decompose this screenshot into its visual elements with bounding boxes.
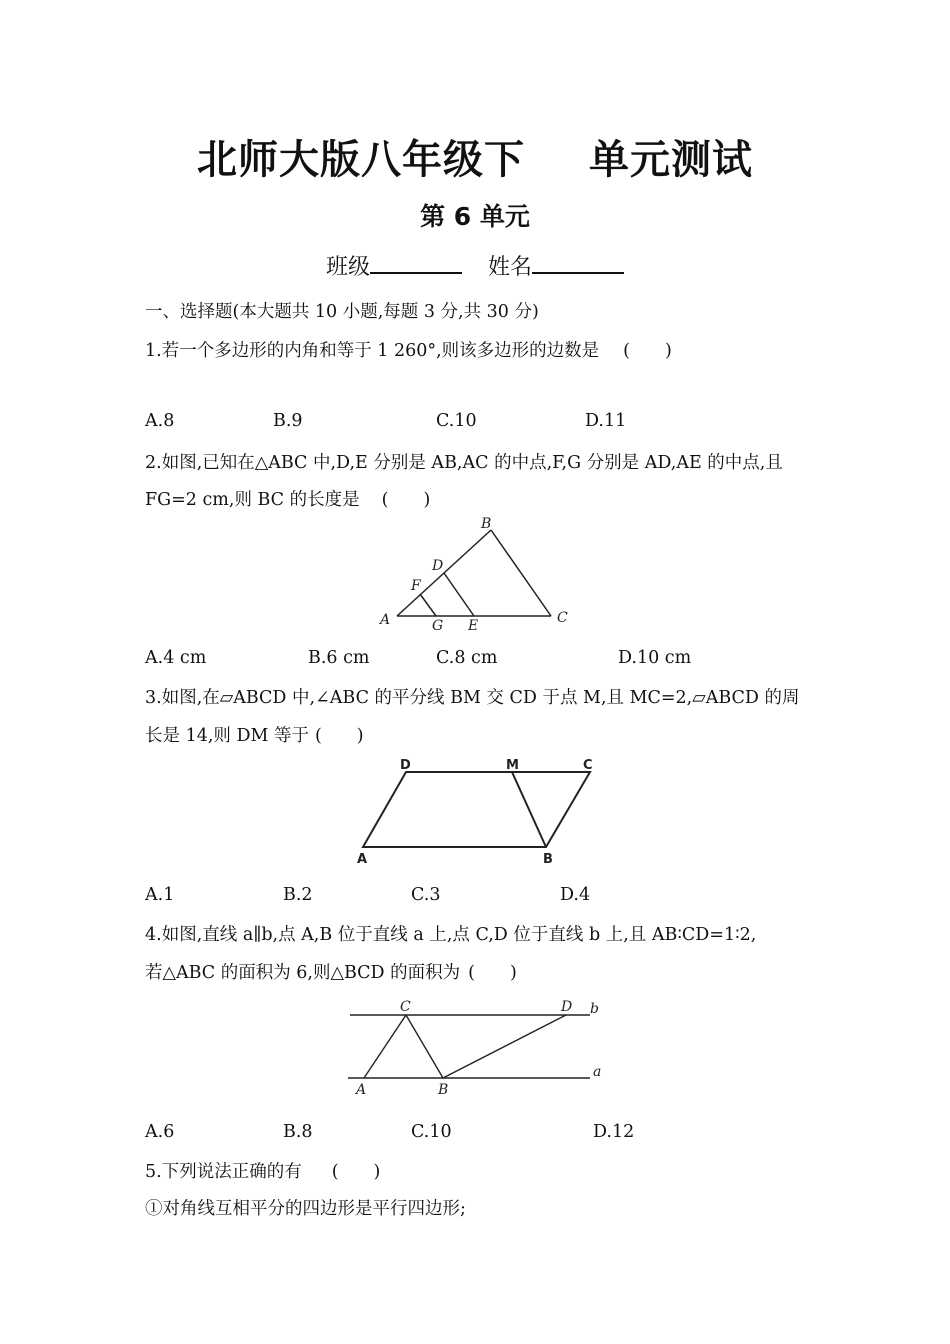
q3-line2: 长是 14,则 DM 等于 — [145, 726, 309, 746]
q4-option-b[interactable]: B.8 — [283, 1122, 313, 1142]
q4-line2: 若△ABC 的面积为 6,则△BCD 的面积为 — [145, 963, 461, 983]
label-c: C — [557, 610, 568, 626]
q5-paren: ( ) — [331, 1162, 381, 1182]
q2-option-c[interactable]: C.8 cm — [436, 648, 498, 668]
parallelogram-abcd — [363, 772, 590, 847]
segment-bm — [512, 772, 546, 847]
unit-subtitle: 第 6 单元 — [420, 202, 530, 231]
parallelogram-figure-q3 — [350, 755, 600, 867]
label-b: B — [543, 852, 553, 867]
label-d: D — [561, 999, 573, 1015]
segment-bd — [443, 1015, 566, 1078]
q3-option-a[interactable]: A.1 — [145, 885, 175, 905]
q3-option-d[interactable]: D.4 — [560, 885, 591, 905]
label-a: A — [380, 612, 391, 628]
q3-line1: 3.如图,在▱ABCD 中,∠ABC 的平分线 BM 交 CD 于点 M,且 MC=2,▱ABCD 的周 — [145, 688, 800, 708]
label-f: F — [411, 578, 421, 594]
label-a: A — [356, 1082, 367, 1098]
q1-option-c[interactable]: C.10 — [436, 411, 477, 431]
q4-option-a[interactable]: A.6 — [145, 1122, 175, 1142]
q4-option-d[interactable]: D.12 — [593, 1122, 635, 1142]
q3-paren: ( ) — [314, 726, 364, 746]
parallel-lines-figure-q4 — [340, 996, 610, 1100]
section-heading: 一、选择题(本大题共 10 小题,每题 3 分,共 30 分) — [145, 302, 539, 322]
q1-option-a[interactable]: A.8 — [145, 411, 175, 431]
title-left: 北师大版八年级下 — [197, 137, 525, 183]
label-line-b: b — [590, 1001, 599, 1017]
class-blank[interactable] — [370, 250, 462, 274]
q3-option-c[interactable]: C.3 — [411, 885, 441, 905]
label-c: C — [583, 758, 593, 773]
q3-option-b[interactable]: B.2 — [283, 885, 313, 905]
q2-line1: 2.如图,已知在△ABC 中,D,E 分别是 AB,AC 的中点,F,G 分别是 AD,AE 的中点,且 — [145, 453, 783, 473]
class-name-line — [0, 250, 950, 281]
name-label: 姓名 — [488, 255, 533, 280]
segment-de — [444, 573, 474, 616]
q3-line2-wrap — [145, 722, 364, 747]
label-e: E — [468, 618, 479, 634]
label-b: B — [438, 1082, 449, 1098]
label-g: G — [432, 618, 444, 634]
q1-option-b[interactable]: B.9 — [273, 411, 303, 431]
q1-option-d[interactable]: D.11 — [585, 411, 627, 431]
side-bc — [491, 530, 551, 616]
q2-option-a[interactable]: A.4 cm — [145, 648, 207, 668]
q1-paren: ( ) — [623, 341, 672, 361]
q5-stem: 5.下列说法正确的有 — [145, 1162, 302, 1182]
q1-stem: 1.若一个多边形的内角和等于 1 260°,则该多边形的边数是 — [145, 341, 600, 361]
label-m: M — [506, 758, 519, 773]
label-c: C — [400, 999, 411, 1015]
q4-option-c[interactable]: C.10 — [411, 1122, 452, 1142]
segment-fg — [420, 594, 436, 616]
q2-paren: ( ) — [381, 490, 431, 510]
q2-line2-wrap — [145, 486, 430, 511]
label-d: D — [432, 558, 444, 574]
class-label: 班级 — [325, 255, 370, 280]
q4-line2-wrap — [145, 959, 517, 984]
q2-option-b[interactable]: B.6 cm — [308, 648, 370, 668]
page-title — [0, 128, 950, 185]
q1-stem-line — [145, 337, 672, 362]
q2-line2: FG=2 cm,则 BC 的长度是 — [145, 490, 360, 510]
triangle-figure-q2 — [370, 512, 580, 634]
segment-cb — [406, 1015, 443, 1078]
q2-option-d[interactable]: D.10 cm — [618, 648, 692, 668]
label-line-a: a — [593, 1064, 602, 1080]
q4-line1: 4.如图,直线 a∥b,点 A,B 位于直线 a 上,点 C,D 位于直线 b 上,且 AB∶CD=1∶2, — [145, 925, 757, 945]
q5-stem-line — [145, 1158, 380, 1183]
label-d: D — [400, 758, 411, 773]
q4-paren: ( ) — [468, 963, 517, 983]
name-blank[interactable] — [532, 250, 624, 274]
q5-item-1: ①对角线互相平分的四边形是平行四边形; — [145, 1199, 466, 1219]
title-right: 单元测试 — [589, 137, 753, 183]
label-b: B — [481, 516, 492, 532]
segment-ac — [364, 1015, 406, 1078]
label-a: A — [357, 852, 368, 867]
